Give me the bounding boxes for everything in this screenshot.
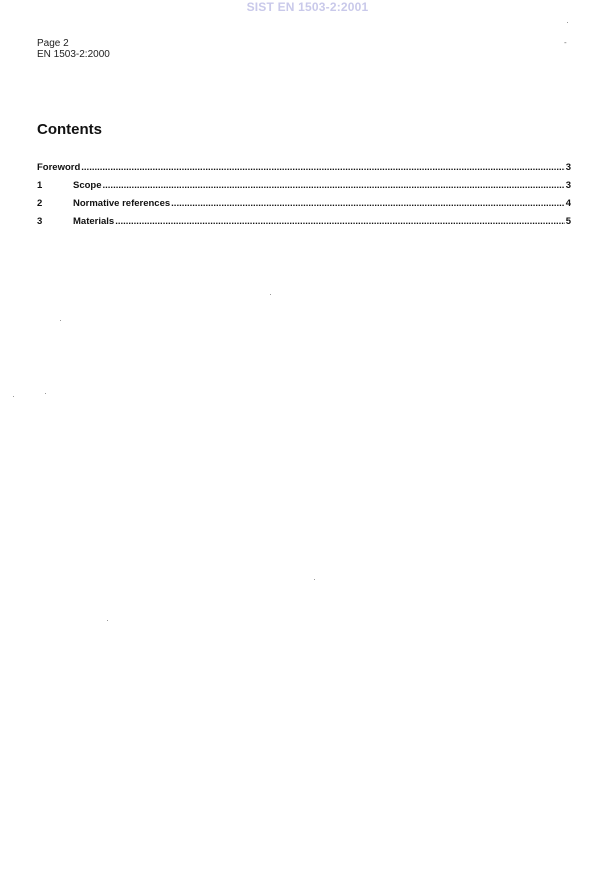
watermark: SIST EN 1503-2:2001 <box>246 0 369 14</box>
scan-speck <box>270 294 271 295</box>
page-number: Page 2 <box>37 38 69 49</box>
document-id: EN 1503-2:2000 <box>37 49 110 60</box>
toc-section-number: 1 <box>37 180 43 191</box>
toc-section-number: 3 <box>37 216 43 227</box>
scan-speck <box>107 620 108 621</box>
toc-page-number: 3 <box>565 180 571 191</box>
toc-entry-scope[interactable] <box>37 180 571 198</box>
toc-section-number: 2 <box>37 198 43 209</box>
scan-speck <box>314 579 315 580</box>
toc-dot-leader <box>115 216 565 227</box>
scan-speck <box>13 396 14 397</box>
toc-dot-leader <box>171 198 565 209</box>
margin-mark: - <box>564 38 567 47</box>
scan-speck <box>567 22 568 23</box>
toc-entry-foreword[interactable] <box>37 162 571 180</box>
scan-speck <box>60 320 61 321</box>
toc-entry-title: Foreword <box>37 162 81 173</box>
toc-page-number: 4 <box>565 198 571 209</box>
toc-entry-title: Materials <box>73 216 115 227</box>
toc-dot-leader <box>103 180 565 191</box>
toc-entry-normative-references[interactable] <box>37 198 571 216</box>
scan-speck <box>45 393 46 394</box>
toc-entry-title: Scope <box>73 180 102 191</box>
contents-heading: Contents <box>37 121 102 138</box>
toc-dot-leader <box>81 162 564 173</box>
toc-entry-title: Normative references <box>73 198 171 209</box>
toc-page-number: 5 <box>565 216 571 227</box>
page-header <box>37 38 110 60</box>
table-of-contents <box>37 162 571 234</box>
toc-entry-materials[interactable] <box>37 216 571 234</box>
toc-page-number: 3 <box>565 162 571 173</box>
